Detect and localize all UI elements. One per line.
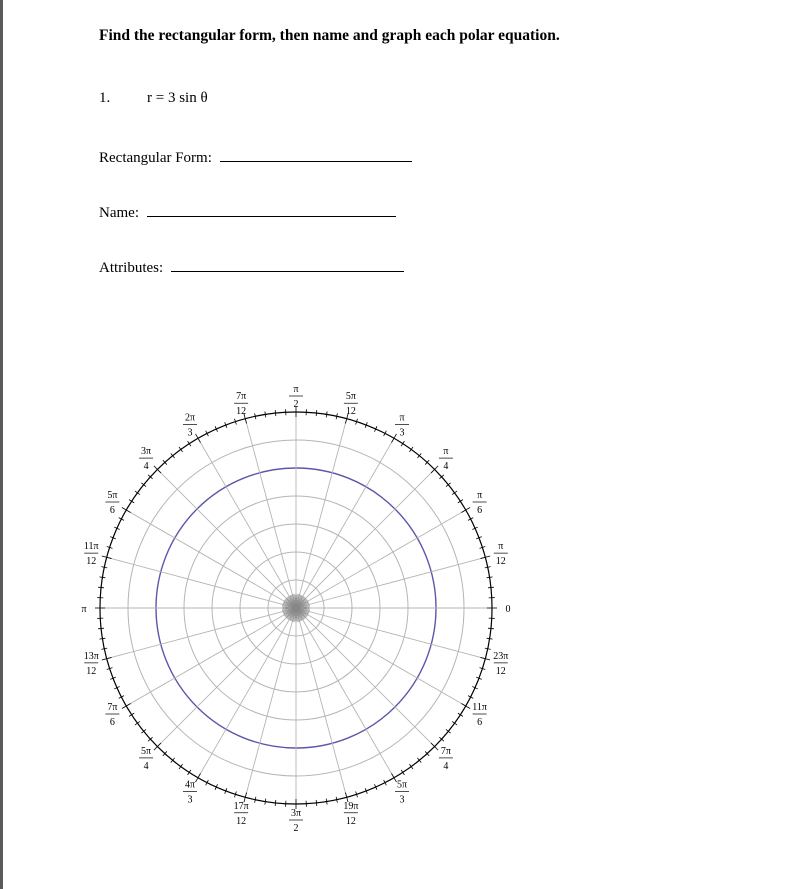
angle-label-3pi2 <box>289 808 303 834</box>
angle-label-5pi12 <box>344 391 358 417</box>
outer-tick <box>179 764 183 769</box>
label-numerator: 7π <box>236 391 247 403</box>
grid-spoke <box>245 608 296 797</box>
label-numerator: 5π <box>345 391 356 403</box>
outer-tick <box>188 441 191 446</box>
problem-1 <box>99 90 208 107</box>
label-denominator: 3 <box>399 427 405 439</box>
label-numerator: 19π <box>343 800 359 812</box>
label-denominator: 6 <box>109 505 115 516</box>
window-left-edge <box>0 0 3 889</box>
label-denominator: 6 <box>477 505 483 516</box>
label-numerator: 7π <box>440 745 451 757</box>
label-numerator: 5π <box>107 490 118 501</box>
angle-label-5pi3 <box>395 780 409 806</box>
angle-label-7pi6 <box>105 702 119 728</box>
problem-number: 1. <box>99 90 111 106</box>
angle-label-pi6 <box>473 490 487 516</box>
polar-equation: r = 3 sin θ <box>147 90 208 106</box>
label-numerator: 2π <box>184 412 196 424</box>
angle-label-pi12 <box>494 541 508 567</box>
outer-tick <box>409 447 413 452</box>
grid-spoke <box>296 557 485 608</box>
attributes-label: Attributes: <box>99 260 164 276</box>
outer-tick <box>326 411 327 417</box>
label-denominator: 4 <box>443 461 449 473</box>
label-denominator: 12 <box>86 665 97 677</box>
polar-graph[interactable] <box>80 385 520 835</box>
label-numerator: 23π <box>493 650 509 662</box>
angle-label-17pi12 <box>234 801 249 827</box>
grid-spoke <box>126 510 296 608</box>
angle-label-5pi6 <box>105 490 119 516</box>
label-text: π <box>81 604 87 615</box>
outer-tick <box>458 500 463 503</box>
outer-tick <box>98 628 104 629</box>
angle-label-23pi12 <box>493 651 508 677</box>
grid-spoke <box>296 510 466 608</box>
grid-spoke <box>126 608 296 706</box>
label-numerator: π <box>399 412 405 424</box>
label-numerator: 4π <box>184 779 196 791</box>
outer-tick <box>461 704 470 709</box>
polar-grid-layer <box>95 407 497 809</box>
outer-tick <box>401 770 404 775</box>
label-numerator: 3π <box>141 446 152 458</box>
grid-spoke <box>296 608 435 747</box>
label-denominator: 4 <box>143 760 149 772</box>
outer-tick <box>392 773 397 782</box>
angle-label-0 <box>506 604 511 615</box>
outer-tick <box>129 713 134 716</box>
label-numerator: 11π <box>472 702 487 713</box>
outer-tick <box>196 773 201 782</box>
angle-label-pi3 <box>395 412 409 438</box>
label-numerator: π <box>293 385 299 395</box>
outer-tick <box>488 628 494 629</box>
outer-tick <box>488 587 494 588</box>
grid-spoke <box>296 608 394 778</box>
label-numerator: π <box>477 490 483 501</box>
attributes-field <box>99 257 404 277</box>
angle-label-pi <box>81 604 86 615</box>
label-denominator: 4 <box>143 461 149 473</box>
label-denominator: 12 <box>345 406 356 418</box>
label-denominator: 12 <box>236 815 247 827</box>
label-text: 0 <box>505 604 511 615</box>
outer-tick <box>487 638 493 639</box>
outer-tick <box>196 434 201 443</box>
label-denominator: 12 <box>86 556 97 568</box>
angle-label-11pi12 <box>84 541 99 567</box>
outer-tick <box>326 799 327 805</box>
name-answer-line[interactable] <box>147 202 396 217</box>
grid-spoke <box>198 608 296 778</box>
grid-spoke <box>296 608 347 797</box>
grid-spoke <box>157 608 296 747</box>
rectangular-form-answer-line[interactable] <box>220 147 412 162</box>
label-denominator: 3 <box>187 427 193 439</box>
label-denominator: 12 <box>345 815 356 827</box>
angle-label-2pi3 <box>183 412 197 438</box>
name-label: Name: <box>99 205 139 221</box>
label-denominator: 12 <box>236 406 247 418</box>
label-denominator: 2 <box>293 823 299 834</box>
angle-label-3pi4 <box>139 446 153 472</box>
angle-label-7pi12 <box>234 391 248 417</box>
page-title: Find the rectangular form, then name and graph each polar equation. <box>99 27 560 44</box>
outer-tick <box>179 447 183 452</box>
label-numerator: π <box>498 541 504 553</box>
outer-tick <box>452 491 457 495</box>
outer-tick <box>275 410 276 416</box>
grid-spoke <box>296 608 466 706</box>
label-denominator: 2 <box>293 399 299 410</box>
angle-label-13pi12 <box>84 651 99 677</box>
outer-tick <box>265 799 266 805</box>
outer-tick <box>129 500 134 503</box>
label-numerator: π <box>443 446 449 458</box>
grid-spoke <box>107 608 296 659</box>
outer-tick <box>458 713 463 716</box>
angle-label-19pi12 <box>343 801 358 827</box>
outer-tick <box>135 721 140 725</box>
angle-label-11pi6 <box>472 702 487 728</box>
angle-label-5pi4 <box>139 746 153 772</box>
rectangular-form-label: Rectangular Form: <box>99 150 212 166</box>
grid-spoke <box>198 438 296 608</box>
angle-label-pi4 <box>439 446 453 472</box>
outer-tick <box>409 764 413 769</box>
attributes-answer-line[interactable] <box>171 257 404 272</box>
outer-tick <box>98 587 104 588</box>
outer-tick <box>316 410 317 416</box>
label-denominator: 6 <box>477 717 483 728</box>
label-numerator: 3π <box>290 808 302 819</box>
outer-tick <box>135 491 140 495</box>
label-numerator: 5π <box>396 779 408 791</box>
label-denominator: 3 <box>187 794 193 806</box>
name-field <box>99 202 396 222</box>
label-numerator: 13π <box>83 650 99 662</box>
grid-spoke <box>296 608 485 659</box>
outer-tick <box>122 508 131 513</box>
angle-label-pi2 <box>289 385 303 410</box>
grid-spoke <box>245 419 296 608</box>
outer-tick <box>487 577 493 578</box>
label-numerator: 11π <box>83 541 99 553</box>
grid-spoke <box>296 419 347 608</box>
outer-tick <box>452 721 457 725</box>
label-denominator: 6 <box>109 717 115 728</box>
label-denominator: 12 <box>495 556 506 568</box>
label-numerator: 7π <box>107 702 118 713</box>
angle-label-7pi4 <box>439 746 453 772</box>
rectangular-form-field <box>99 147 412 167</box>
outer-tick <box>461 508 470 513</box>
grid-spoke <box>157 469 296 608</box>
label-denominator: 4 <box>443 760 449 772</box>
outer-tick <box>316 800 317 806</box>
label-numerator: 17π <box>233 800 249 812</box>
outer-tick <box>392 434 397 443</box>
outer-tick <box>401 441 404 446</box>
grid-spoke <box>296 438 394 608</box>
label-denominator: 12 <box>495 665 506 677</box>
angle-label-4pi3 <box>183 780 197 806</box>
outer-tick <box>99 638 105 639</box>
outer-tick <box>265 411 266 417</box>
outer-tick <box>188 770 191 775</box>
grid-spoke <box>296 469 435 608</box>
outer-tick <box>122 704 131 709</box>
outer-tick <box>99 577 105 578</box>
grid-spoke <box>107 557 296 608</box>
label-numerator: 5π <box>141 745 152 757</box>
label-denominator: 3 <box>399 794 405 806</box>
outer-tick <box>275 800 276 806</box>
